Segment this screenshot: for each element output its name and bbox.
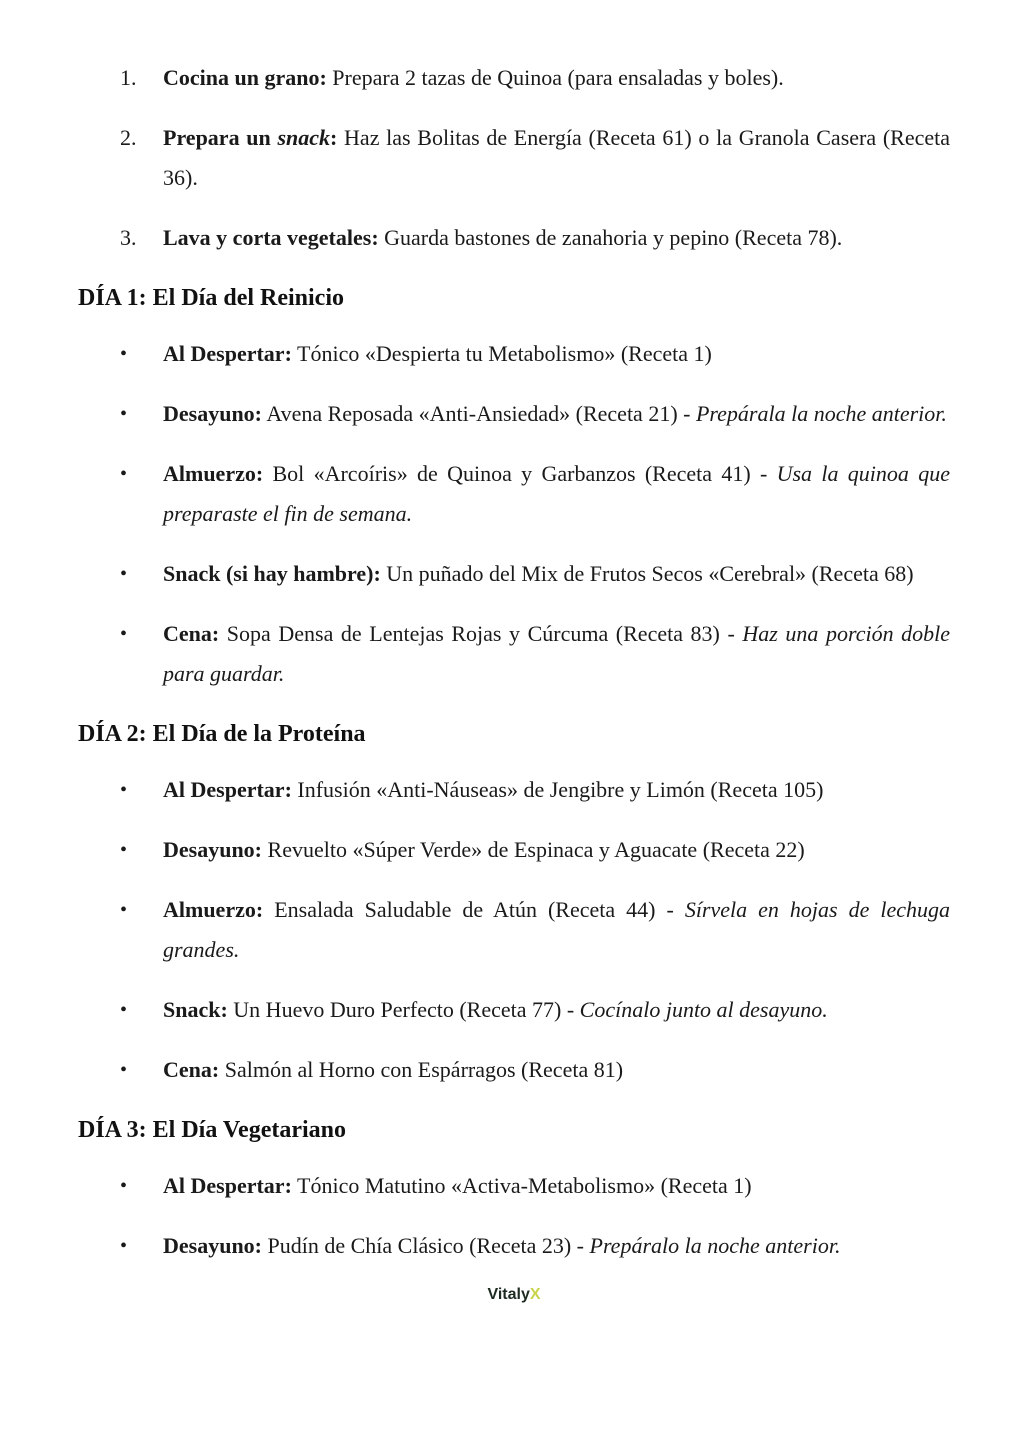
bullet-icon: • (120, 563, 128, 585)
list-item-text (163, 1166, 950, 1206)
list-item (120, 614, 950, 694)
brand-logo-accent: X (529, 1286, 541, 1303)
item-label: Al Despertar: (163, 777, 292, 802)
item-text: Revuelto «Súper Verde» de Espinaca y Aguacate (Receta 22) (267, 837, 805, 862)
item-label: Lava y corta vegetales: (163, 225, 379, 250)
list-item-text (163, 394, 950, 434)
list-item-text (163, 118, 950, 198)
list-item (120, 1050, 950, 1090)
item-label: Al Despertar: (163, 1173, 292, 1198)
list-item-text (163, 554, 950, 594)
item-text: Salmón al Horno con Espárragos (Receta 81) (224, 1057, 624, 1082)
footer (78, 1286, 950, 1304)
item-label-colon: : (330, 125, 338, 150)
item-text: Guarda bastones de zanahoria y pepino (Receta 78). (384, 225, 843, 250)
item-label: Desayuno: (163, 1233, 263, 1258)
prep-ordered-list (120, 58, 950, 258)
day-2-heading: DÍA 2: El Día de la Proteína (78, 721, 366, 747)
item-text: Tónico «Despierta tu Metabolismo» (Receta 1) (297, 341, 712, 366)
list-item-text (163, 830, 950, 870)
list-item (120, 454, 950, 534)
bullet-icon: • (120, 463, 128, 485)
list-item-text (163, 1226, 950, 1266)
item-label: Al Despertar: (163, 341, 292, 366)
item-label: Cocina un grano: (163, 65, 327, 90)
item-note-italic: Prepárala la noche anterior. (695, 401, 947, 426)
list-item (120, 218, 950, 258)
item-label: Cena: (163, 1057, 220, 1082)
item-label: Desayuno: (163, 837, 263, 862)
item-label: Prepara un (163, 125, 271, 150)
list-item-text (163, 218, 950, 258)
item-text: Infusión «Anti-Náuseas» de Jengibre y Limón (Receta 105) (297, 777, 824, 802)
day-2-bullet-list (120, 770, 950, 1090)
item-text: Avena Reposada «Anti-Ansiedad» (Receta 21) - (266, 401, 691, 426)
item-label: Snack (si hay hambre): (163, 561, 381, 586)
bullet-icon: • (120, 403, 128, 425)
item-label-italic: snack (277, 125, 331, 150)
list-item (120, 1166, 950, 1206)
item-label: Almuerzo: (163, 461, 264, 486)
item-note-italic: Prepáralo la noche anterior. (589, 1233, 841, 1258)
item-note-italic: Cocínalo junto al desayuno. (579, 997, 828, 1022)
bullet-icon: • (120, 839, 128, 861)
item-text: Un Huevo Duro Perfecto (Receta 77) - (233, 997, 575, 1022)
list-item (120, 118, 950, 198)
item-label: Cena: (163, 621, 220, 646)
day-1-heading: DÍA 1: El Día del Reinicio (78, 285, 345, 311)
day-3-bullet-list (120, 1166, 950, 1266)
list-item (120, 770, 950, 810)
list-item-text (163, 990, 950, 1030)
bullet-icon: • (120, 1235, 128, 1257)
bullet-icon: • (120, 1059, 128, 1081)
list-item-text (163, 58, 950, 98)
list-item-text (163, 1050, 950, 1090)
list-item (120, 890, 950, 970)
list-item-text (163, 454, 950, 534)
day-3-heading: DÍA 3: El Día Vegetariano (78, 1117, 347, 1143)
bullet-icon: • (120, 779, 128, 801)
day-1-bullet-list (120, 334, 950, 694)
list-item-text (163, 614, 950, 694)
item-note-italic: Haz una porción doble para guardar. (163, 621, 951, 686)
bullet-icon: • (120, 899, 128, 921)
list-item (120, 1226, 950, 1266)
list-item (120, 830, 950, 870)
item-text: Ensalada Saludable de Atún (Receta 44) - (274, 897, 674, 922)
list-item (120, 394, 950, 434)
list-item-text (163, 770, 950, 810)
item-label: Snack: (163, 997, 228, 1022)
item-label: Almuerzo: (163, 897, 264, 922)
brand-logo-text: Vitaly (487, 1286, 530, 1303)
item-text: Bol «Arcoíris» de Quinoa y Garbanzos (Receta 41) - (272, 461, 768, 486)
bullet-icon: • (120, 999, 128, 1021)
item-text: Sopa Densa de Lentejas Rojas y Cúrcuma (Receta 83) - (226, 621, 735, 646)
list-number: 3. (120, 225, 137, 250)
item-note-italic: Sírvela en hojas de lechuga grandes. (163, 897, 951, 962)
item-label: Desayuno: (163, 401, 263, 426)
list-item (120, 990, 950, 1030)
bullet-icon: • (120, 1175, 128, 1197)
item-text: Prepara 2 tazas de Quinoa (para ensaladas y boles). (332, 65, 784, 90)
list-item (120, 334, 950, 374)
bullet-icon: • (120, 623, 128, 645)
item-text: Pudín de Chía Clásico (Receta 23) - (267, 1233, 584, 1258)
list-item (120, 554, 950, 594)
list-number: 1. (120, 65, 137, 90)
item-text: Tónico Matutino «Activa-Metabolismo» (Receta 1) (297, 1173, 752, 1198)
list-number: 2. (120, 125, 137, 150)
item-text: Un puñado del Mix de Frutos Secos «Cerebral» (Receta 68) (386, 561, 914, 586)
list-item-text (163, 890, 950, 970)
list-item-text (163, 334, 950, 374)
list-item (120, 58, 950, 98)
bullet-icon: • (120, 343, 128, 365)
item-text: Haz las Bolitas de Energía (Receta 61) o la Granola Casera (Receta 36). (163, 125, 950, 190)
item-note-italic: Usa la quinoa que preparaste el fin de semana. (163, 461, 950, 526)
